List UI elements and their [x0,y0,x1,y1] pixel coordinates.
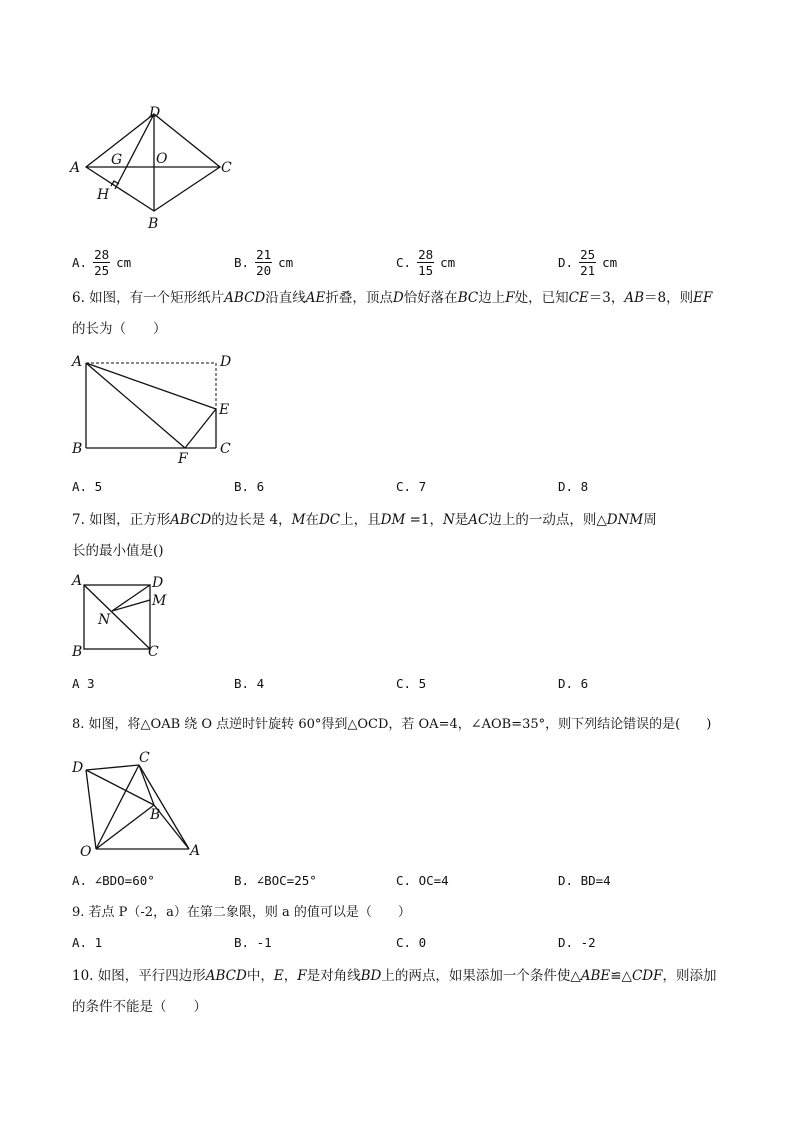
q10-text-2: 中， [246,968,274,984]
q9-option-d: D. -2 [558,935,596,950]
q7-segment-nm [112,600,150,611]
q6-text-6: 处，已知 [514,290,569,306]
q5-option-a-letter: A. [72,254,88,270]
q6-label-f: F [178,451,188,467]
q10-line2: 的条件不能是（ ） [72,999,207,1015]
q10-text-6: ≌△ [610,968,632,984]
q7-line2: 长的最小值是() [72,543,164,559]
q5-label-g: G [111,152,123,168]
q5-option-b-fraction [255,247,272,278]
q10-text-4: 是对角线 [306,968,361,984]
q8-option-b: B. ∠BOC=25° [234,873,317,888]
q7-var-2: M [291,512,306,528]
q5-option-d [558,243,617,281]
q8-label-d: D [72,760,84,776]
q7-option-a: A 3 [72,676,95,691]
q5-option-b-num: 21 [256,246,272,262]
q6-var-4: BC [457,290,479,306]
q7-label-a: A [72,573,83,589]
q6-label-d: D [220,354,232,370]
q6-line2: 的长为（ ） [72,321,167,337]
q8-segment-db [86,770,154,805]
q5-figure [66,100,246,235]
q7-text-5: =1， [405,512,443,528]
q5-option-d-fraction [579,247,596,278]
q10-var-1: ABCD [205,968,247,984]
q10-line1 [72,965,716,987]
q7-option-c: C. 5 [396,676,427,691]
q5-option-a-num: 28 [94,246,110,262]
q7-option-d: D. 6 [558,676,589,691]
q5-option-d-unit: cm [602,254,618,270]
q6-var-6: CE [568,290,589,306]
q6-text-1: 6. 如图，有一个矩形纸片 [72,290,225,306]
q6-label-c: C [220,441,231,457]
q9-option-c: C. 0 [396,935,427,950]
q5-option-a-den: 25 [94,262,110,278]
q9-option-b: B. -1 [234,935,272,950]
q9-option-a: A. 1 [72,935,103,950]
q8-label-o: O [80,844,92,860]
q6-var-5: F [505,290,515,306]
q10-var-6: CDF [631,968,663,984]
q6-var-7: AB [624,290,645,306]
q5-option-b-letter: B. [234,254,250,270]
q6-text-2: 沿直线 [265,290,306,306]
q6-segment-fe [185,409,216,448]
q6-option-a: A. 5 [72,479,103,494]
q5-label-h: H [97,187,110,203]
q6-option-b: B. 6 [234,479,265,494]
q5-option-b [234,243,293,281]
q8-figure [66,745,216,865]
q6-text-7: ＝3， [588,290,625,306]
q6-text-4: 恰好落在 [403,290,458,306]
q8-text: 8. 如图，将△OAB 绕 O 点逆时针旋转 60°得到△OCD，若 OA=4，∠AOB=35°，则下列结论错误的是( ) [72,717,712,732]
q5-option-c-num: 28 [418,246,434,262]
q10-var-5: ABE [580,968,611,984]
q6-var-1: ABCD [224,290,266,306]
q7-text-8: 周 [643,512,657,528]
q7-option-b: B. 4 [234,676,265,691]
q6-figure [66,345,241,470]
q5-option-a-unit: cm [116,254,132,270]
q5-label-o: O [156,151,168,167]
q7-var-3: DC [318,512,341,528]
q6-segment-ae [86,363,216,409]
q10-text-1: 10. 如图，平行四边形 [72,968,206,984]
q5-label-d: D [149,105,161,121]
q5-label-a: A [70,160,81,176]
q8-label-c: C [139,750,150,766]
q7-text-4: 上，且 [340,512,381,528]
q6-var-8: EF [693,290,713,306]
q7-label-n: N [98,612,111,628]
q10-var-4: BD [360,968,382,984]
q5-option-d-den: 21 [580,262,596,278]
q8-segment-ca [139,765,189,849]
q5-option-c-den: 15 [418,262,434,278]
q7-var-4: DM [380,512,406,528]
q7-text-1: 7. 如图，正方形 [72,512,171,528]
q10-var-3: F [297,968,307,984]
q6-text-3: 折叠，顶点 [325,290,393,306]
q7-var-5: N [442,512,455,528]
q7-var-6: AC [468,512,489,528]
q6-text-5: 边上 [478,290,506,306]
q8-option-d: D. BD=4 [558,873,611,888]
q6-segment-af [86,363,185,448]
q7-text-2: 的边长是 4， [211,512,292,528]
q10-text-5: 上的两点，如果添加一个条件使△ [381,968,581,984]
q7-label-b: B [72,644,83,660]
q10-var-2: E [273,968,284,984]
q5-label-c: C [221,160,232,176]
q7-diagonal-ac [84,585,150,649]
q7-figure [66,570,176,662]
q5-option-c-fraction [417,247,434,278]
q8-option-c: C. OC=4 [396,873,449,888]
q8-option-a: A. ∠BDO=60° [72,873,155,888]
q6-label-a: A [72,354,83,370]
q6-text-8: ＝8，则 [644,290,694,306]
q8-segment-dc [86,765,139,770]
q5-option-d-letter: D. [558,254,574,270]
q5-option-a-fraction [93,247,110,278]
q6-label-e: E [219,402,230,418]
q8-segment-od [86,770,96,849]
q5-option-d-num: 25 [580,246,596,262]
q7-var-1: ABCD [170,512,212,528]
q7-label-m: M [152,593,167,609]
q8-label-a: A [190,843,201,859]
q6-option-d: D. 8 [558,479,589,494]
q8-segment-ob [96,805,154,849]
q6-option-c: C. 7 [396,479,427,494]
q5-option-b-unit: cm [278,254,294,270]
q9-text: 9. 若点 P（-2，a）在第二象限，则 a 的值可以是（ ） [72,905,411,920]
q7-text-7: 边上的一动点，则△ [488,512,607,528]
q10-text-3: ， [283,968,298,984]
q6-var-3: D [392,290,404,306]
q6-var-2: AE [305,290,326,306]
q7-label-d: D [152,575,164,591]
q7-segment-nd [112,585,150,611]
q5-option-c-letter: C. [396,254,412,270]
q7-text-3: 在 [305,512,319,528]
q5-option-a [72,243,131,281]
q5-option-c [396,243,455,281]
q8-segment-oc [96,765,139,849]
q5-option-b-den: 20 [256,262,272,278]
q7-line1 [72,509,657,531]
q7-text-6: 是 [454,512,469,528]
q7-var-7: DNM [606,512,644,528]
q5-option-c-unit: cm [440,254,456,270]
q6-label-b: B [72,441,83,457]
q7-label-c: C [148,644,159,660]
q8-label-b: B [150,807,161,823]
q6-line1 [72,287,712,309]
q5-label-b: B [148,216,159,232]
q10-text-7: ，则添加 [662,968,717,984]
